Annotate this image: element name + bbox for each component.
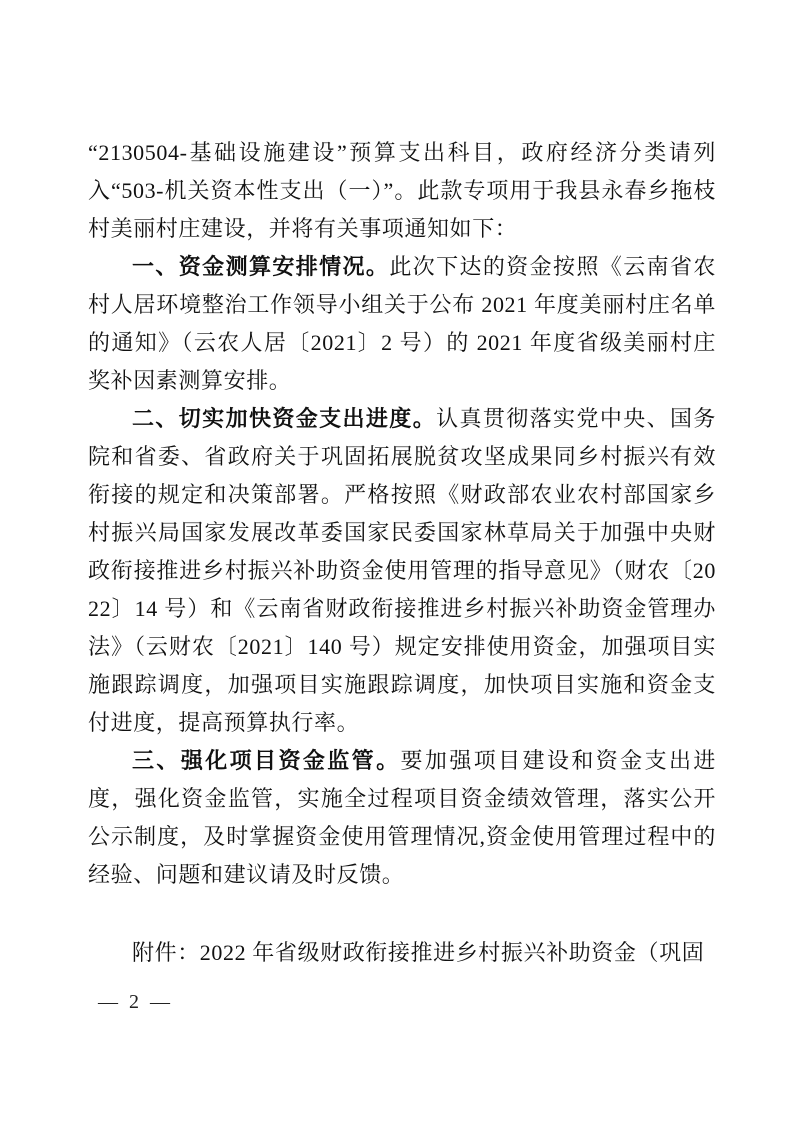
paragraph: [88, 248, 716, 400]
paragraph: [88, 742, 716, 894]
paragraph: [88, 400, 716, 742]
page-number: — 2 —: [98, 991, 173, 1013]
section-heading: 二、切实加快资金支出进度。: [132, 406, 437, 431]
attachment-line: 附件：2022 年省级财政衔接推进乡村振兴补助资金（巩固: [132, 940, 705, 965]
body-text: 要加强项目建设和资金支出进度，强化资金监管，实施全过程项目资金绩效管理，落实公开公示制度，及时掌握资金使用管理情况,资金使用管理过程中的经验、问题和建议请及时反馈。: [88, 748, 716, 887]
paragraph: [88, 134, 716, 248]
document-body: [88, 134, 716, 972]
body-text: 此次下达的资金按照《云南省农村人居环境整治工作领导小组关于公布 2021 年度美丽村庄名单的通知》（云农人居〔2021〕2 号）的 2021 年度省级美丽村庄奖补因素测算安排。: [88, 254, 716, 393]
section-heading: 一、资金测算安排情况。: [132, 254, 390, 279]
body-text: “2130504-基础设施建设”预算支出科目，政府经济分类请列入“503-机关资本性支出（一）”。此款专项用于我县永春乡拖枝村美丽村庄建设，并将有关事项通知如下：: [88, 140, 716, 241]
section-heading: 三、强化项目资金监管。: [132, 748, 401, 773]
body-text: 认真贯彻落实党中央、国务院和省委、省政府关于巩固拓展脱贫攻坚成果同乡村振兴有效衔接的规定和决策部署。严格按照《财政部农业农村部国家乡村振兴局国家发展改革委国家民委国家林草局关于加强中央财政衔接推进乡村振兴补助资金使用管理的指导意见》（财农〔2022〕14 号）和《云南省财政衔接推进乡村振兴补助资金管理办法》（云财农〔2021〕140 号）规定安排使用资金，加强项目实施跟踪调度，加强项目实施跟踪调度，加快项目实施和资金支付进度，提高预算执行率。: [88, 406, 716, 735]
